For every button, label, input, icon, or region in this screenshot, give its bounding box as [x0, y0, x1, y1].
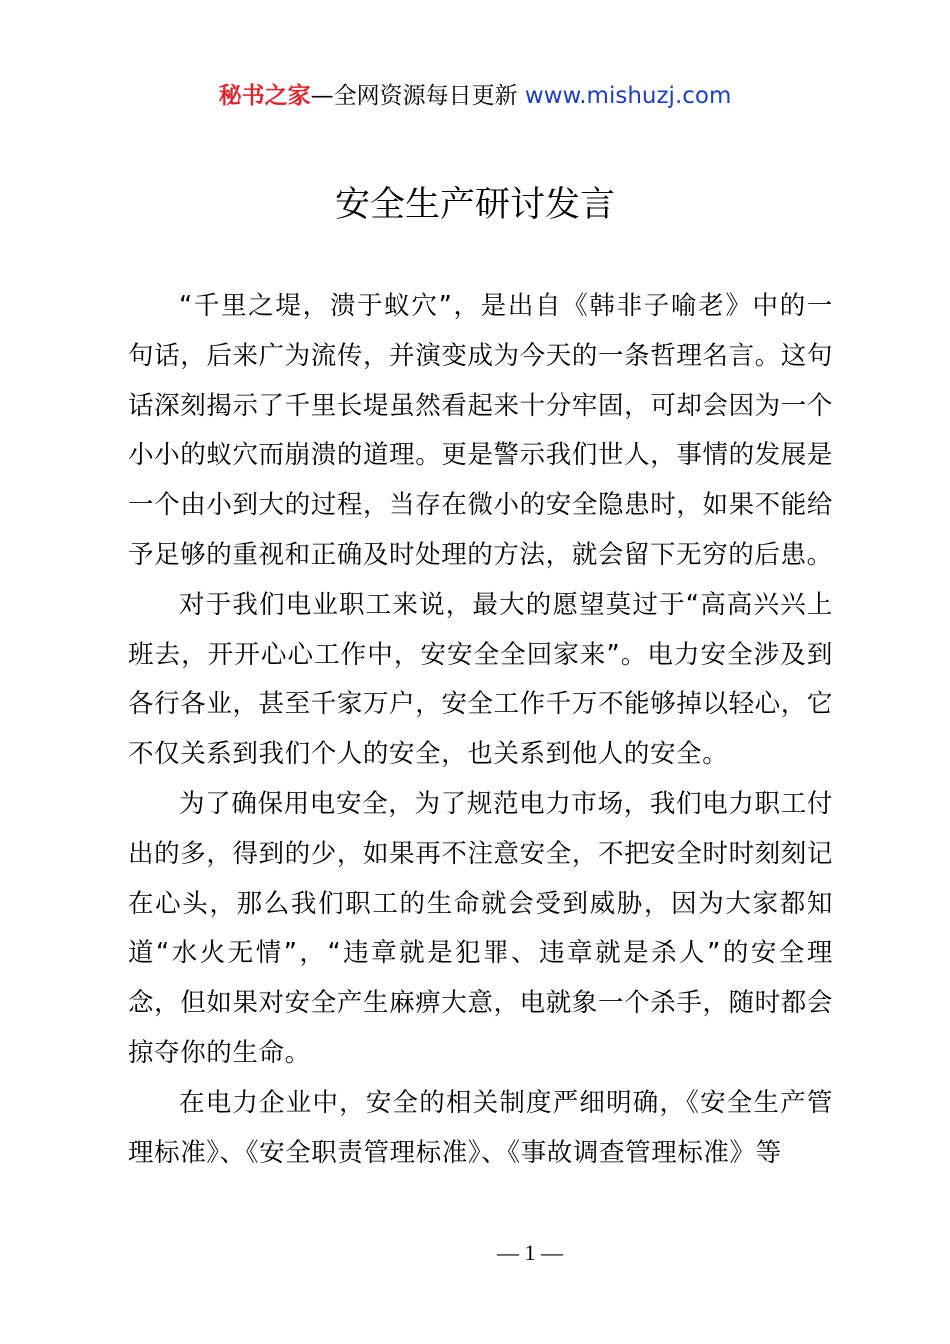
paragraph-3: 为了确保用电安全，为了规范电力市场，我们电力职工付出的多，得到的少，如果再不注意安全，不把安全时时刻刻记在心头，那么我们职工的生命就会受到威胁，因为大家都知道“水火无情”，“违章就是犯罪、违章就是杀人”的安全理念，但如果对安全产生麻痹大意，电就象一个杀手，随时都会掠夺你的生命。: [128, 788, 833, 1068]
site-header: [0, 80, 950, 112]
paragraph-2: 对于我们电业职工来说，最大的愿望莫过于“高高兴兴上班去，开开心心工作中，安安全全回家来”。电力安全涉及到各行各业，甚至千家万户，安全工作千万不能够掉以轻心，它不仅关系到我们个人的安全，也关系到他人的安全。: [128, 589, 833, 770]
document-title: 安全生产研讨发言: [334, 185, 615, 225]
paragraph-4: 在电力企业中，安全的相关制度严细明确，《安全生产管理标准》、《安全职责管理标准》、《事故调查管理标准》等: [128, 1087, 833, 1168]
page-number: — 1 —: [497, 1240, 563, 1265]
site-tagline: —全网资源每日更新: [310, 83, 525, 109]
paragraph-1: “千里之堤，溃于蚁穴”，是出自《韩非子喻老》中的一句话，后来广为流传，并演变成为今天的一条哲理名言。这句话深刻揭示了千里长堤虽然看起来十分牢固，可却会因为一个小小的蚁穴而崩溃的道理。更是警示我们世人，事情的发展是一个由小到大的过程，当存在微小的安全隐患时，如果不能给予足够的重视和正确及时处理的方法，就会留下无穷的后患。: [128, 291, 833, 570]
document-body: [128, 282, 833, 1178]
site-url[interactable]: www.mishuzj.com: [524, 83, 732, 109]
site-brand: 秘书之家: [218, 83, 311, 109]
